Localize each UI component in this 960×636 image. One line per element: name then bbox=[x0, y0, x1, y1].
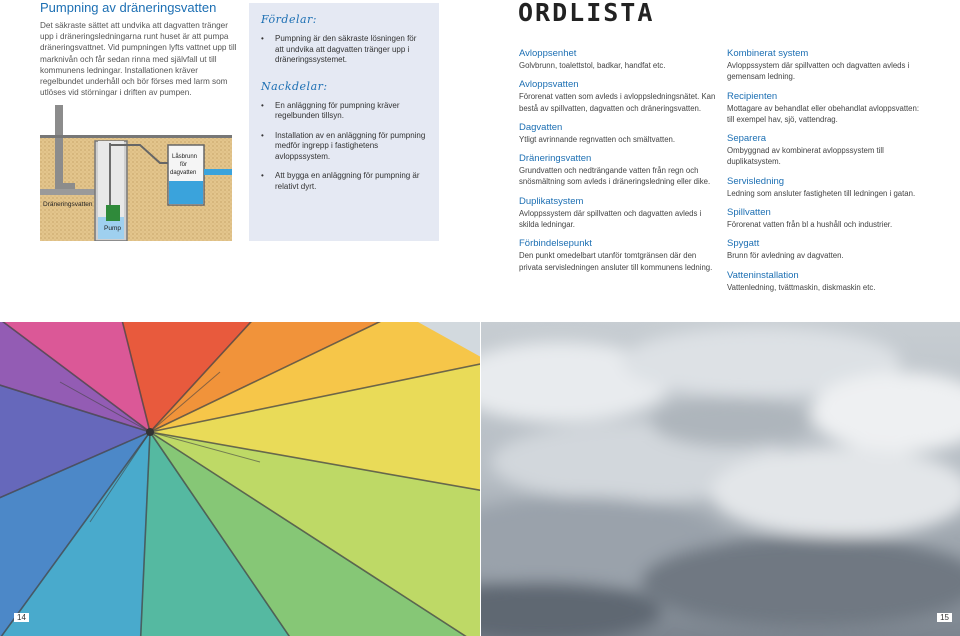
page-number-right: 15 bbox=[937, 613, 952, 622]
page-number-left: 14 bbox=[14, 613, 29, 622]
glossary-entry: Duplikatsystem Avloppssystem där spillvatten och dagvatten avleds i skilda ledningar. bbox=[519, 195, 702, 230]
list-item: • Installation av en anläggning för pumpning medför ingrepp i fastighetens avloppssystem. bbox=[261, 130, 426, 161]
glossary-entry: Avloppsenhet Golvbrunn, toalettstol, badkar, handfat etc. bbox=[519, 48, 666, 70]
glossary-entry: Kombinerat system Avloppssystem där spillvatten och dagvatten avleds i gemensam ledning. bbox=[727, 48, 910, 82]
pump bbox=[106, 205, 120, 221]
label-pump: Pump bbox=[104, 225, 121, 232]
house-wall bbox=[55, 105, 63, 183]
glossary-entry: Vatteninstallation Vattenledning, tvättmaskin, diskmaskin etc. bbox=[727, 269, 876, 292]
label-well-1: Låsbrunn bbox=[172, 154, 198, 160]
label-well-2: för bbox=[180, 162, 188, 168]
intro-section bbox=[40, 0, 240, 98]
glossary-column-2 bbox=[727, 48, 927, 301]
drainage-pump-diagram bbox=[40, 105, 232, 241]
glossary-entry: Servisledning Ledning som ansluter fastigheten till ledningen i gatan. bbox=[727, 175, 916, 198]
glossary-entry: Spillvatten Förorenat vatten från bl a hushåll och industrier. bbox=[727, 207, 893, 230]
bullet-icon: • bbox=[261, 130, 264, 140]
pros-list bbox=[261, 34, 427, 66]
list-item: • Att bygga en anläggning för pumpning är relativt dyrt. bbox=[261, 171, 420, 191]
glossary-column-1 bbox=[519, 48, 719, 281]
cons-title: Nackdelar: bbox=[261, 79, 328, 93]
glossary-entry: Spygatt Brunn för avledning av dagvatten. bbox=[727, 238, 844, 261]
glossary-entry: Recipienten Mottagare av behandlat eller obehandlat avloppsvatten: till exempel hav, sjö, vattendrag. bbox=[727, 90, 920, 124]
pros-title: Fördelar: bbox=[261, 13, 318, 26]
bullet-icon: • bbox=[261, 100, 264, 110]
glossary-title: ORDLISTA bbox=[518, 0, 655, 27]
pros-cons-box bbox=[249, 3, 439, 241]
list-item: • Pumpning är den säkraste lösningen för att undvika att dagvatten tränger upp i dräneringssystemet. bbox=[261, 34, 417, 64]
list-item: • En anläggning för pumpning kräver regelbunden tillsyn. bbox=[261, 100, 400, 120]
diagram-svg bbox=[40, 105, 232, 241]
clouds-illustration bbox=[481, 322, 960, 636]
glossary-entry: Separera Ombyggnad av kombinerat avloppssystem till duplikatsystem. bbox=[727, 133, 884, 167]
umbrella-photo bbox=[0, 322, 480, 636]
label-drainage-water: Dräneringsvatten bbox=[43, 201, 93, 208]
glossary-entry: Dagvatten Ytligt avrinnande regnvatten och smältvatten. bbox=[519, 121, 676, 144]
glossary-entry: Förbindelsepunkt Den punkt omedelbart utanför tomtgränsen där den privata servisledningen ansluter till kommunens ledning. bbox=[519, 238, 713, 272]
glossary-entry: Avloppsvatten Förorenat vatten som avleds i avloppsledningsnätet. Kan bestå av spillvatten, dagvatten och dräneringsvatten. bbox=[519, 79, 716, 113]
umbrella-illustration bbox=[0, 322, 480, 636]
bullet-icon: • bbox=[261, 34, 264, 43]
glossary-entry: Dräneringsvatten Grundvatten och nedträngande vatten från regn och snösmältning som avleds i dräneringsledning eller dike. bbox=[519, 153, 711, 187]
label-well-3: dagvatten bbox=[170, 170, 197, 176]
drain-pipe bbox=[40, 189, 102, 195]
cons-list bbox=[261, 101, 427, 193]
intro-title: Pumpning av dräneringsvatten bbox=[40, 0, 217, 15]
intro-body: Det säkraste sättet att undvika att dagvatten tränger upp i dräneringsledningarna runt huset är att pumpa dräneringsvattnet. Vid pumpningen lyfts vattnet upp till marknivån och får sedan rinna med självfall ut till kommunens ledningar. Installationen kräver regelbundet underhåll och bör förses med larm som utlöses vid störningar i driften av pumpen. bbox=[40, 21, 237, 98]
bullet-icon: • bbox=[261, 171, 264, 180]
clouds-photo bbox=[481, 322, 960, 636]
